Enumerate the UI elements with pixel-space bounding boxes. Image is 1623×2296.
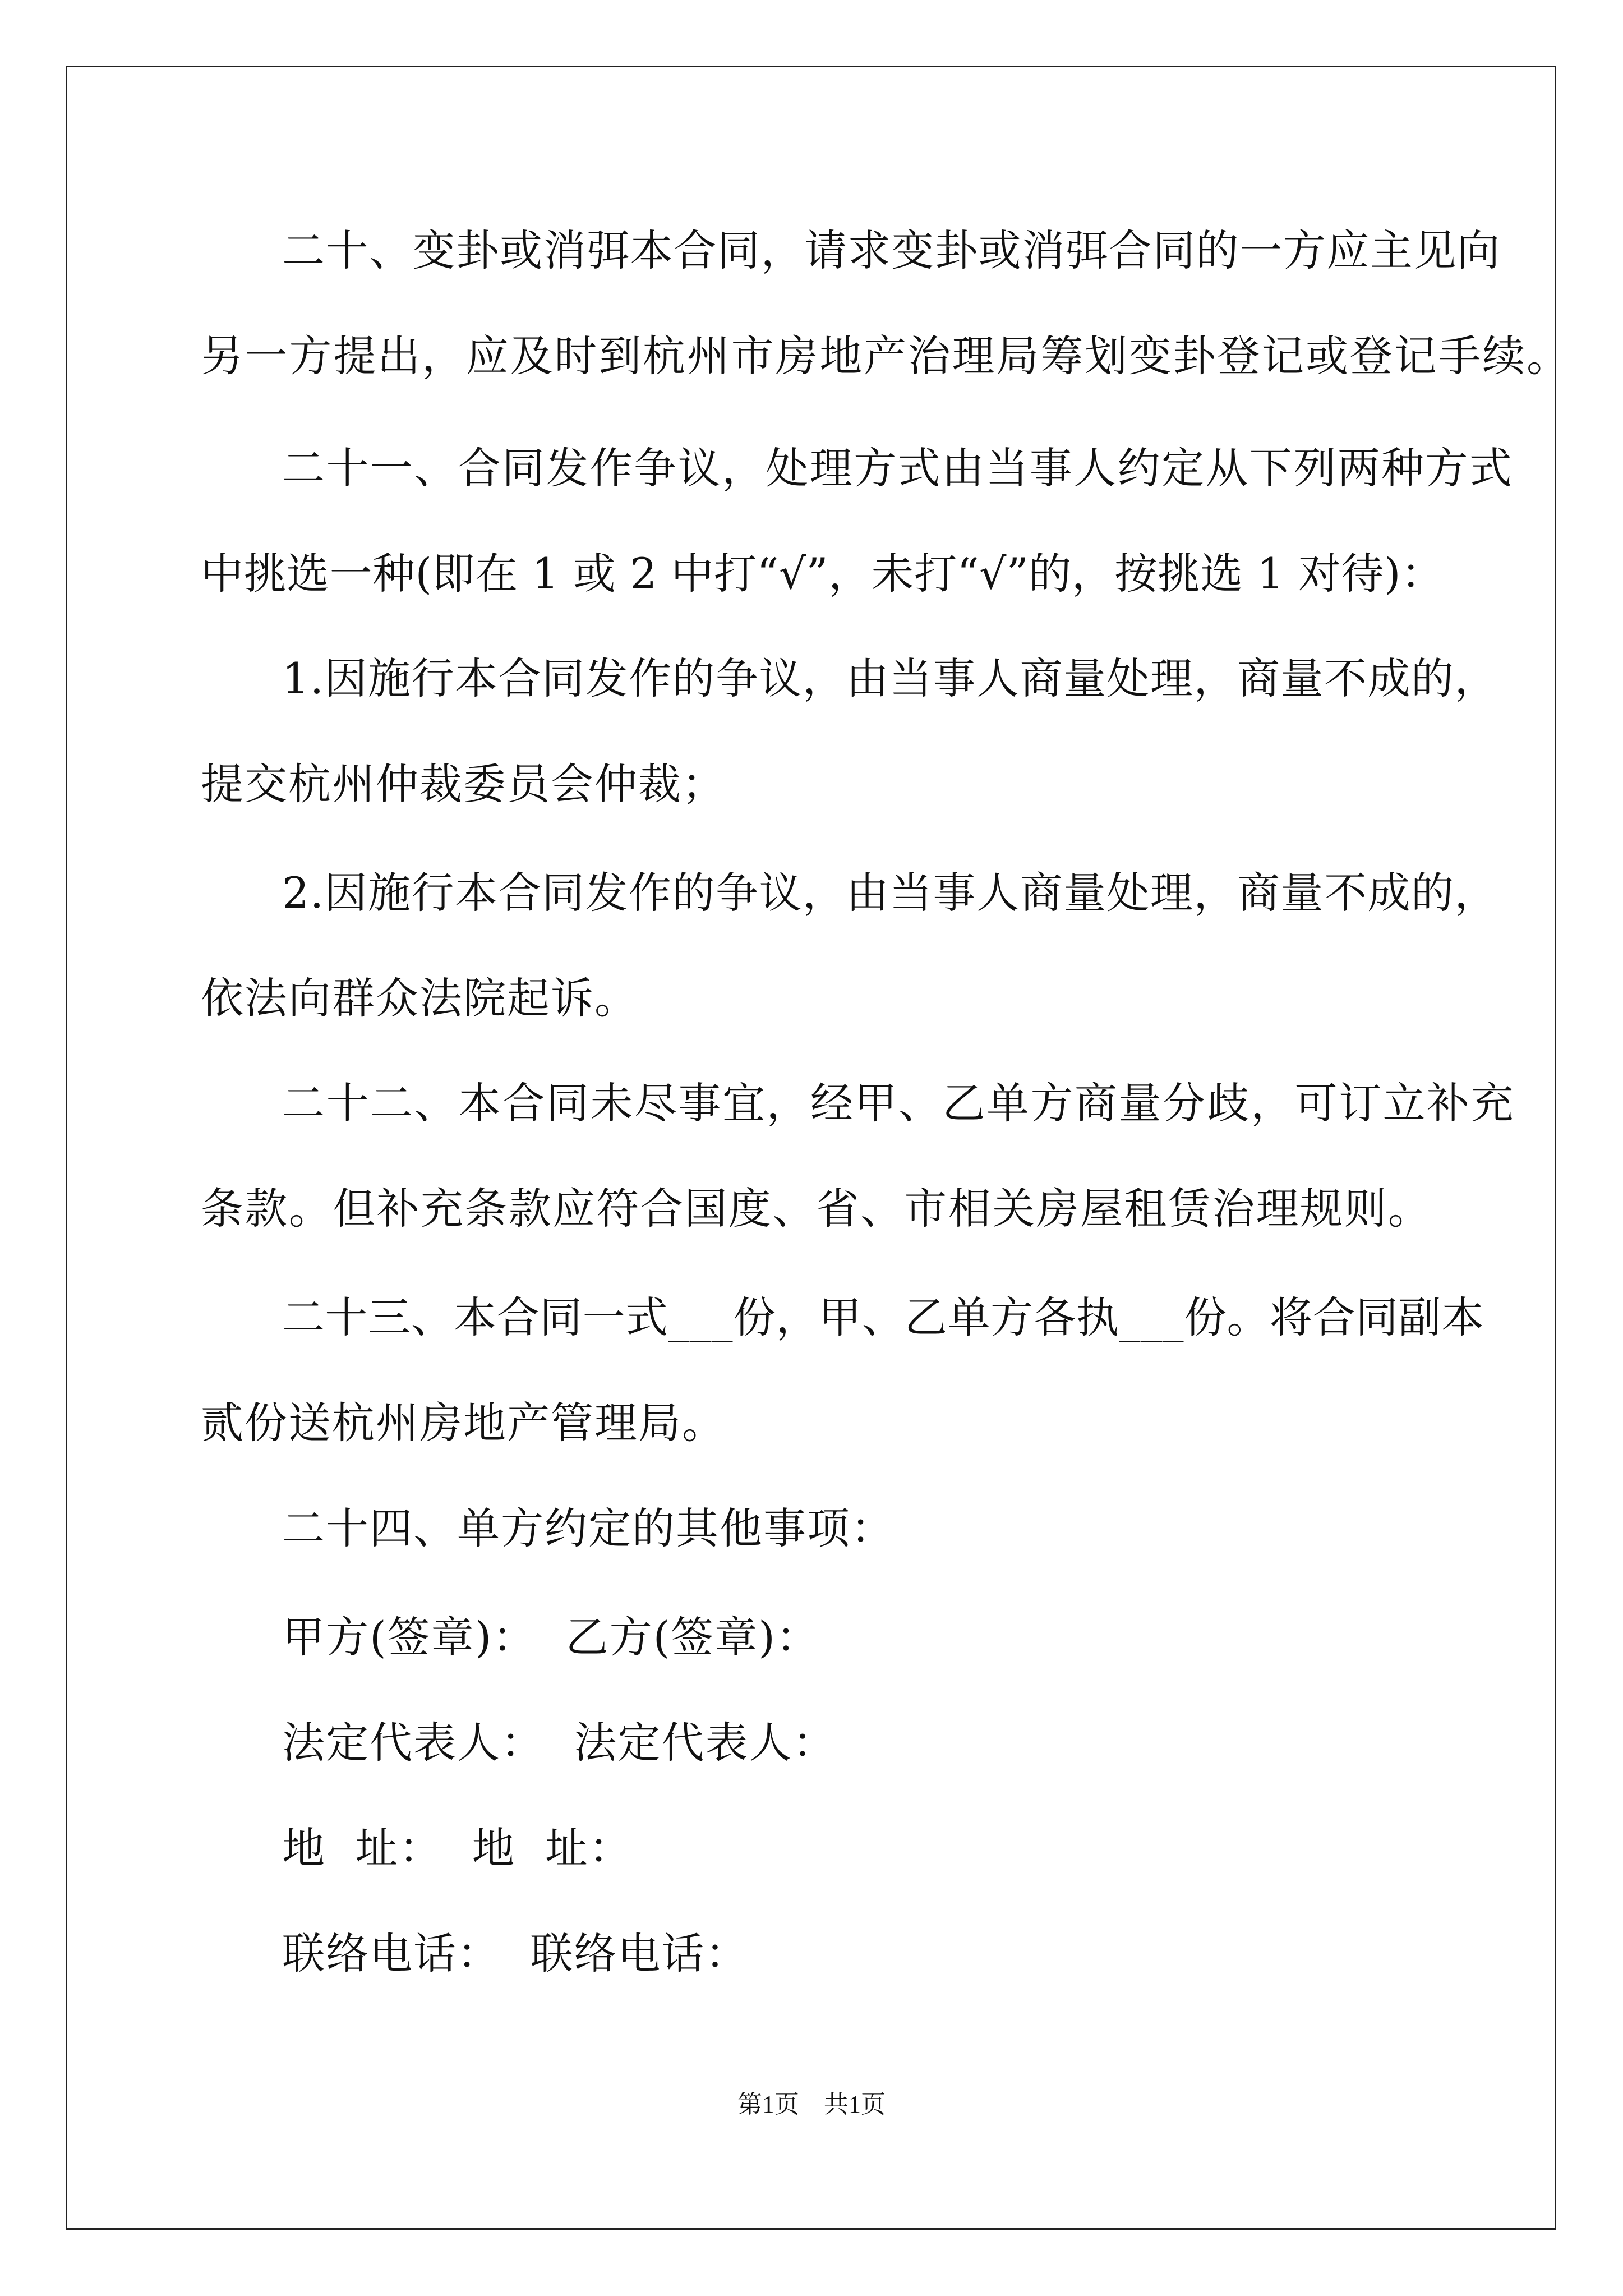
clause-21-line-2: 中挑选一种(即在 1 或 2 中打“√”，未打“√”的，按挑选 1 对待)： <box>201 549 1444 599</box>
signature-party-line: 甲方(签章)： 乙方(签章)： <box>282 1612 820 1662</box>
clause-20-line-1: 二十、变卦或消弭本合同，请求变卦或消弭合同的一方应主见向 <box>282 226 1501 275</box>
clause-24: 二十四、单方约定的其他事项： <box>282 1503 895 1553</box>
address-line: 地 址： 地 址： <box>282 1823 633 1873</box>
option-2-line-2: 依法向群众法院起诉。 <box>201 973 638 1023</box>
legal-representative-line: 法定代表人： 法定代表人： <box>282 1718 837 1768</box>
option-1-line-2: 提交杭州仲裁委员会仲裁； <box>201 759 726 809</box>
clause-23-line-2: 贰份送杭州房地产管理局。 <box>201 1398 726 1448</box>
contact-phone-line: 联络电话： 联络电话： <box>282 1929 749 1978</box>
clause-22-line-2: 条款。但补充条款应符合国度、省、市相关房屋租赁治理规则。 <box>201 1184 1432 1234</box>
page-border <box>66 66 1556 2230</box>
clause-20-line-2: 另一方提出，应及时到杭州市房地产治理局筹划变卦登记或登记手续。 <box>201 331 1571 381</box>
clause-22-line-1: 二十二、本合同未尽事宜，经甲、乙单方商量分歧，可订立补充 <box>282 1078 1515 1128</box>
page-footer: 第1页 共1页 <box>737 2091 886 2118</box>
option-2-line-1: 2.因施行本合同发作的争议，由当事人商量处理，商量不成的， <box>282 868 1498 918</box>
clause-21-line-1: 二十一、合同发作争议，处理方式由当事人约定从下列两种方式 <box>282 443 1514 493</box>
clause-23-line-1: 二十三、本合同一式___份，甲、乙单方各执___份。将合同副本 <box>282 1292 1484 1342</box>
option-1-line-1: 1.因施行本合同发作的争议，由当事人商量处理，商量不成的， <box>282 654 1498 703</box>
